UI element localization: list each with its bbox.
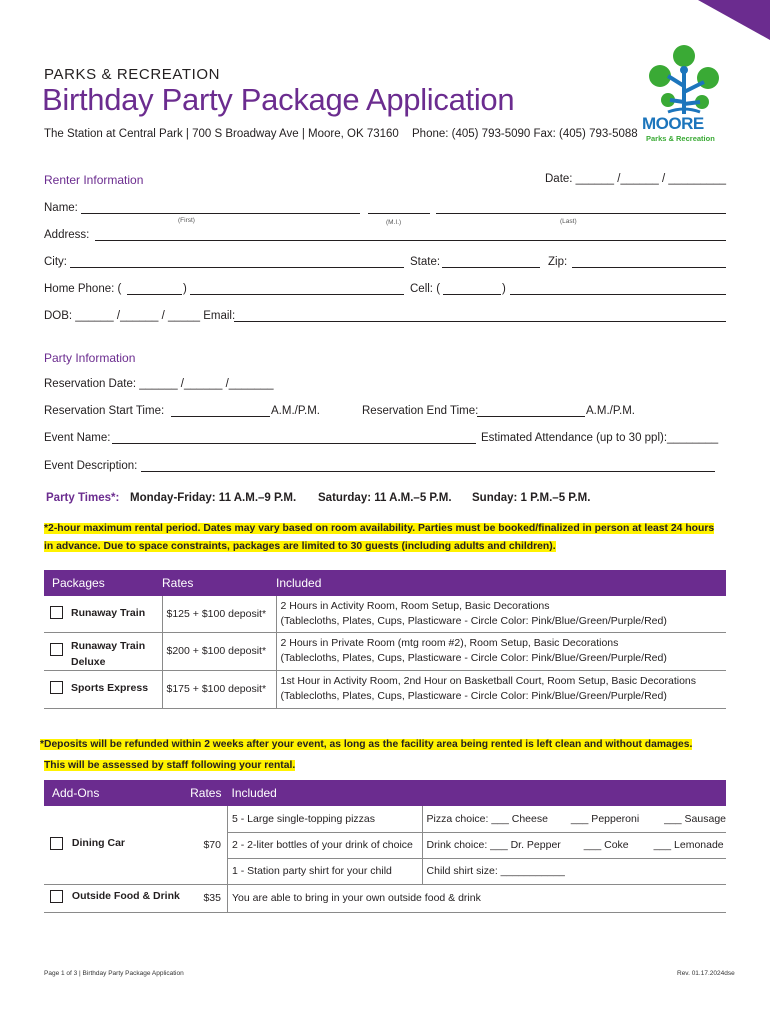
home-phone-label: Home Phone: ( xyxy=(44,283,122,295)
addons-included-header: Included xyxy=(231,786,277,800)
party-section-label: Party Information xyxy=(44,351,136,365)
deposit-note xyxy=(40,734,730,773)
party-times-label: Party Times*: xyxy=(46,492,120,504)
date-field[interactable]: Date: ______ /______ / _________ xyxy=(545,173,726,185)
package-included-line1: 2 Hours in Private Room (mtg room #2), Room Setup, Basic Decorations xyxy=(280,637,619,649)
pizza-option[interactable]: ___ Pepperoni xyxy=(570,812,640,825)
package-included-line2: (Tablecloths, Plates, Cups, Plasticware - Circle Color: Pink/Blue/Green/Purple/Red) xyxy=(280,614,667,627)
rates-header: Rates xyxy=(162,576,194,590)
end-time-label: Reservation End Time: xyxy=(362,405,479,417)
package-included-line1: 1st Hour in Activity Room, 2nd Hour on Basketball Court, Room Setup, Basic Decorations xyxy=(280,675,697,687)
package-name: Sports Express xyxy=(71,682,149,694)
dining-car-checkbox[interactable] xyxy=(50,837,63,850)
package-row xyxy=(44,632,726,670)
addon-row xyxy=(44,884,726,912)
header-phone: Phone: (405) 793-5090 Fax: (405) 793-5088 xyxy=(412,128,638,140)
package-included-line2: (Tablecloths, Plates, Cups, Plasticware - Circle Color: Pink/Blue/Green/Purple/Red) xyxy=(280,652,667,664)
addon-name: Outside Food & Drink xyxy=(71,890,180,902)
name-label: Name: xyxy=(44,202,78,214)
moore-parks-logo xyxy=(638,42,734,146)
package-name-line1: Runaway Train xyxy=(71,640,146,652)
footer-revision: Rev. 01.17.2024dse xyxy=(677,970,735,977)
rental-note-line2: in advance. Due to space constraints, packages are limited to 30 guests (including adults and children). xyxy=(44,541,556,552)
addons-header: Add-Ons xyxy=(52,786,100,800)
home-phone-area-field[interactable] xyxy=(127,285,182,295)
reservation-date-field[interactable]: Reservation Date: ______ /______ /_______ xyxy=(44,378,274,390)
first-name-field[interactable] xyxy=(81,204,360,214)
state-label: State: xyxy=(410,256,441,268)
zip-field[interactable] xyxy=(572,258,726,268)
package-name xyxy=(71,638,145,670)
address-field[interactable] xyxy=(95,231,726,241)
drink-option[interactable]: ___ Lemonade xyxy=(653,839,724,851)
last-name-field[interactable] xyxy=(436,204,726,214)
state-field[interactable] xyxy=(442,258,540,268)
renter-section-label: Renter Information xyxy=(44,173,144,187)
drink-choice-label: Drink choice: ___ Dr. Pepper xyxy=(426,839,561,851)
event-description-label: Event Description: xyxy=(44,460,138,472)
deposit-note-line1: *Deposits will be refunded within 2 weeks after your event, as long as the facility area being rented is left clean and without damages. xyxy=(40,739,693,750)
corner-triangle xyxy=(690,0,770,40)
event-description-field[interactable] xyxy=(141,462,715,472)
package-included-line2: (Tablecloths, Plates, Cups, Plasticware - Circle Color: Pink/Blue/Green/Purple/Red) xyxy=(280,690,667,702)
addon-included: You are able to bring in your own outside food & drink xyxy=(227,884,726,912)
addon-rate: $35 xyxy=(184,884,228,912)
drink-option[interactable]: ___ Coke xyxy=(583,839,629,851)
packages-header: Packages xyxy=(52,576,105,590)
header-eyebrow: PARKS & RECREATION xyxy=(44,66,221,83)
event-name-label: Event Name: xyxy=(44,432,111,444)
addon-name: Dining Car xyxy=(71,836,126,849)
start-time-label: Reservation Start Time: xyxy=(44,405,165,417)
package-included xyxy=(276,670,726,708)
runaway-train-deluxe-checkbox[interactable] xyxy=(50,643,63,656)
dob-email-label: DOB: ______ /______ / _____ Email: xyxy=(44,310,236,322)
addon-row xyxy=(44,806,726,832)
start-time-field[interactable] xyxy=(171,407,270,417)
rental-note-line1: *2-hour maximum rental period. Dates may vary based on room availability. Parties must be booked/finalized in person at least 24 hours xyxy=(44,523,715,534)
pizza-choice-label: Pizza choice: ___ Cheese xyxy=(426,812,548,825)
logo-wordmark: MOORE xyxy=(642,114,704,133)
party-times-weekday: Monday-Friday: 11 A.M.–9 P.M. xyxy=(130,492,297,504)
rental-note xyxy=(44,518,724,554)
included-header: Included xyxy=(276,576,322,590)
header-address: The Station at Central Park | 700 S Broadway Ave | Moore, OK 73160 xyxy=(44,128,399,140)
page-title: Birthday Party Package Application xyxy=(42,82,515,117)
home-phone-paren: ) xyxy=(183,283,187,295)
city-field[interactable] xyxy=(70,258,404,268)
package-row xyxy=(44,596,726,632)
package-rate: $200 + $100 deposit* xyxy=(162,632,276,670)
package-included xyxy=(276,632,726,670)
end-time-field[interactable] xyxy=(477,407,585,417)
party-times-sunday: Sunday: 1 P.M.–5 P.M. xyxy=(472,492,591,504)
runaway-train-checkbox[interactable] xyxy=(50,606,63,619)
cell-paren: ) xyxy=(502,283,506,295)
email-field[interactable] xyxy=(234,312,726,322)
cell-area-field[interactable] xyxy=(443,285,501,295)
zip-label: Zip: xyxy=(548,256,568,268)
event-name-field[interactable] xyxy=(112,434,476,444)
logo-subtitle: Parks & Recreation xyxy=(646,134,715,143)
addons-rates-header: Rates xyxy=(190,786,222,800)
start-ampm: A.M./P.M. xyxy=(271,405,320,417)
addon-included: 5 - Large single-topping pizzas xyxy=(227,806,422,832)
city-label: City: xyxy=(44,256,67,268)
pizza-option[interactable]: ___ Sausage xyxy=(664,812,726,825)
home-phone-field[interactable] xyxy=(190,285,404,295)
addon-included: 2 - 2-liter bottles of your drink of choice xyxy=(227,832,422,858)
addons-header-row xyxy=(44,780,726,806)
child-shirt-size-field[interactable]: Child shirt size: ___________ xyxy=(422,858,726,884)
package-rate: $175 + $100 deposit* xyxy=(162,670,276,708)
deposit-note-line2: This will be assessed by staff following your rental. xyxy=(44,760,296,771)
addon-rate: $70 xyxy=(184,806,228,884)
package-name-line2: Deluxe xyxy=(71,656,106,668)
mi-caption: (M.I.) xyxy=(386,219,402,226)
end-ampm: A.M./P.M. xyxy=(586,405,635,417)
drink-choice-field[interactable] xyxy=(422,832,726,858)
package-rate: $125 + $100 deposit* xyxy=(162,596,276,632)
footer-page-info: Page 1 of 3 | Birthday Party Package Application xyxy=(44,970,184,977)
package-included-line1: 2 Hours in Activity Room, Room Setup, Basic Decorations xyxy=(280,599,550,612)
packages-header-row xyxy=(44,570,726,596)
party-times-saturday: Saturday: 11 A.M.–5 P.M. xyxy=(318,492,452,504)
cell-label: Cell: ( xyxy=(410,283,441,295)
attendance-field[interactable]: Estimated Attendance (up to 30 ppl):________ xyxy=(481,432,719,444)
package-included xyxy=(276,596,726,632)
last-caption: (Last) xyxy=(560,218,577,225)
first-caption: (First) xyxy=(178,217,195,224)
cell-field[interactable] xyxy=(510,285,726,295)
address-label: Address: xyxy=(44,229,90,241)
addon-included: 1 - Station party shirt for your child xyxy=(227,858,422,884)
pizza-choice-field[interactable] xyxy=(422,806,726,832)
outside-food-checkbox[interactable] xyxy=(50,890,63,903)
sports-express-checkbox[interactable] xyxy=(50,681,63,694)
packages-table xyxy=(44,570,726,709)
package-row xyxy=(44,670,726,708)
addons-table xyxy=(44,780,726,913)
middle-initial-field[interactable] xyxy=(368,204,430,214)
package-name: Runaway Train xyxy=(71,607,146,619)
